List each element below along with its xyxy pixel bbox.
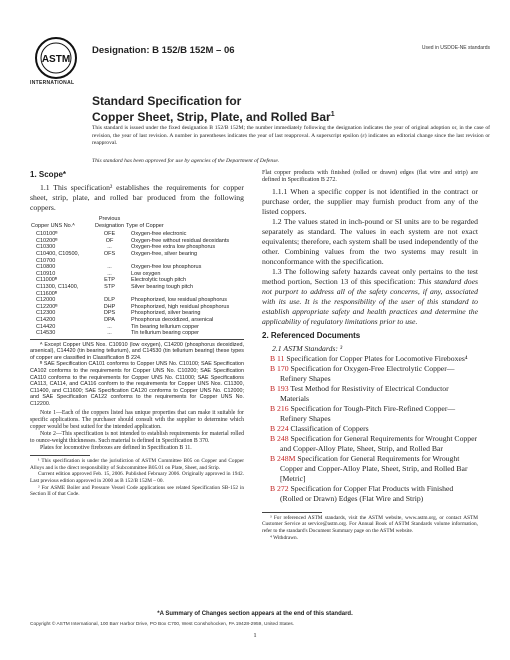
reference-code-link[interactable]: B 193 xyxy=(270,383,289,393)
astm-logo xyxy=(34,36,78,80)
reference-title: Specification for Copper Flat Products with Finished (Rolled or Drawn) Edges (Flat Wire and Strip) xyxy=(280,483,454,503)
reference-code-link[interactable]: B 248M xyxy=(270,453,296,463)
table-row xyxy=(30,317,244,324)
title-line-1: Standard Specification for xyxy=(92,94,242,108)
table-header-uns: Copper UNS No.ᴬ xyxy=(31,222,75,229)
cell-uns: C12200ᴮ xyxy=(36,303,58,310)
note-2: Note 2—This specification is not intended to establish requirements for material rolled to ounce-weight thicknesses. Such material is defined in Specification B 370. xyxy=(30,430,244,444)
scope-paragraph-1-1: 1.1 This specification² establishes the requirements for copper sheet, strip, plate, and rolled bar produced from the following coppers. xyxy=(30,183,244,212)
cell-uns: C10800 xyxy=(36,264,56,271)
footnote-3: ³ For referenced ASTM standards, visit the ASTM website, www.astm.org, or contact ASTM Customer Service at service@astm.org. For Annual Book of ASTM Standards volume information, refer to the standard's Document Summary page on the ASTM website. xyxy=(262,514,478,534)
reference-item xyxy=(270,384,478,404)
table-row xyxy=(30,231,244,238)
scope-heading: 1. Scope* xyxy=(30,170,67,179)
reference-item xyxy=(270,484,478,504)
cell-designation: ... xyxy=(107,323,112,330)
cell-designation: STP xyxy=(104,283,115,290)
cell-uns: C14530 xyxy=(36,330,56,337)
cell-type: Silver bearing tough pitch xyxy=(131,283,194,290)
copyright-line: Copyright © ASTM International, 100 Barr Harbor Drive, PO Box C700, West Conshohocken, PA 19428-2959, United States. xyxy=(30,622,295,627)
cell-type: Phosphorized, low residual phosphorus xyxy=(131,297,228,304)
cell-uns: C14200 xyxy=(36,316,56,323)
dod-approval-note: This standard has been approved for use by agencies of the Department of Defense. xyxy=(92,158,280,164)
footnote-4: ⁴ Withdrawn. xyxy=(270,534,299,541)
cell-designation: ... xyxy=(107,330,112,337)
table-row xyxy=(30,284,244,297)
title-line-2: Copper Sheet, Strip, Plate, and Rolled Bar xyxy=(92,110,331,124)
table-note-a: ᴬ Except Copper UNS Nos. C10910 (low oxygen), C14200 (phosphorus deoxidized, arsenical), C14420 (tin bearing tellurium), and C14530 (tin tellurium bearing) these types of copper are classified in Classification B 224. xyxy=(30,341,244,361)
svg-text:ASTM: ASTM xyxy=(41,54,71,65)
footnotes-right xyxy=(262,515,478,541)
cell-uns: C10200ᴮ xyxy=(36,237,58,244)
designation: Designation: B 152/B 152M – 06 xyxy=(92,45,235,56)
title-footnote-mark: 1 xyxy=(330,111,335,118)
cell-designation: ... xyxy=(107,244,112,251)
table-header-designation: Previous Designation xyxy=(95,216,125,229)
cell-type: Phosphorized, high residual phosphorus xyxy=(131,303,230,310)
paragraph-1-3 xyxy=(262,267,478,327)
reference-item xyxy=(270,424,478,434)
cell-type: Oxygen-free low phosphorus xyxy=(131,264,202,271)
cell-uns: C10100ᴮ xyxy=(36,231,58,238)
table-row xyxy=(30,310,244,317)
reference-code-link[interactable]: B 272 xyxy=(270,483,289,493)
cell-designation: OFS xyxy=(103,250,116,257)
reference-item xyxy=(270,434,478,454)
footnote-1: ¹ This specification is under the jurisdiction of ASTM Committee B05 on Copper and Copper Alloys and is the direct responsibility of Subcommittee B05.01 on Plate, Sheet, and Strip. xyxy=(30,458,244,471)
issuance-note: This standard is issued under the fixed designation B 152/B 152M; the number immediately following the designation indicates the year of original adoption or, in the case of revision, the year of last revision. A number in parentheses indicates the year of last reapproval. A superscript epsilon (ε) indicates an editorial change since the last revision or reapproval. xyxy=(92,125,490,147)
cell-type: Phosphorus deoxidized, arsenical xyxy=(131,316,214,323)
logo-subtext: INTERNATIONAL xyxy=(30,80,75,86)
footnotes-left xyxy=(30,458,244,498)
reference-title: Specification for General Requirements for Wrought Copper and Copper-Alloy Plate, Sheet, Strip, and Rolled Bar [Metric] xyxy=(280,453,468,483)
footnote-rule-right xyxy=(262,512,322,513)
cell-type: Oxygen-free, silver bearing xyxy=(131,250,198,257)
cell-uns: C10300 xyxy=(36,244,56,251)
table-row xyxy=(30,238,244,245)
notes xyxy=(30,410,244,453)
summary-of-changes-note: *A Summary of Changes section appears at the end of this standard. xyxy=(157,611,353,617)
reference-code-link[interactable]: B 248 xyxy=(270,433,289,443)
cell-uns: C10400, C10500, C10700 xyxy=(36,250,80,264)
cell-type: Tin tellurium bearing copper xyxy=(131,330,200,337)
safety-caveat: This standard does not purport to address all of the safety concerns, if any, associated with its use. It is the responsibility of the user of this standard to establish appropriate safety and health practices and determine the applicability of regulatory limitations prior to use. xyxy=(262,276,478,326)
cell-designation: DLP xyxy=(104,297,115,304)
reference-item xyxy=(270,454,478,484)
footnote-1-dates: Current edition approved Feb. 15, 2006. Published February 2006. Originally approved in 1942. Last previous edition approved in 2000 as B 152/B 152M – 00. xyxy=(30,471,244,484)
cell-uns: C14420 xyxy=(36,323,56,330)
table-row xyxy=(30,297,244,304)
cell-type: Tin bearing tellurium copper xyxy=(131,323,200,330)
table-row xyxy=(30,277,244,284)
cell-uns: C11000ᴮ xyxy=(36,277,58,284)
cell-designation: OFE xyxy=(103,231,116,238)
cell-uns: C11300, C11400, C11600ᴮ xyxy=(36,283,79,297)
left-column xyxy=(30,170,244,498)
cell-designation: OF xyxy=(105,237,114,244)
flat-products-paragraph: Flat copper products with finished (rolled or drawn) edges (flat wire and strip) are defined in Specification B 272. xyxy=(262,170,478,184)
table-row xyxy=(30,251,244,264)
reference-item xyxy=(270,364,478,384)
cell-designation: ... xyxy=(107,264,112,271)
cell-designation: ETP xyxy=(104,277,115,284)
reference-title: Specification for General Requirements for Wrought Copper and Copper-Alloy Plate, Sheet, Strip, and Rolled Bar xyxy=(280,433,478,453)
cell-designation: DPS xyxy=(103,310,116,317)
table-row xyxy=(30,304,244,311)
cell-designation: DPA xyxy=(104,316,115,323)
reference-title: Specification for Oxygen-Free Electrolytic Copper—Refinery Shapes xyxy=(280,363,455,383)
table-note-b: ᴮ SAE Specification CA101 conforms to Copper UNS No. C10100; SAE Specification CA102 conforms to the requirements for Copper UNS No. C10200; SAE Specification CA110 conforms to the requirements for Copper UNS No. C11000; SAE Specifications CA113, CA114, and CA116 conform to the requirements for Copper UNS Nos. C11300, C11400, and C11600; SAE Specification CA120 conforms to Copper UNS No. C12000; and SAE Specification CA122 conforms to the requirements for Copper UNS No. C12200. xyxy=(30,361,244,408)
cell-designation: DHP xyxy=(103,303,116,310)
table-row xyxy=(30,330,244,337)
reference-code-link[interactable]: B 224 xyxy=(270,423,289,433)
cell-uns: C10910 xyxy=(36,270,56,277)
cell-uns: C12000 xyxy=(36,297,56,304)
footnote-rule xyxy=(30,455,90,456)
page-title xyxy=(92,94,335,124)
reference-title: Specification for Tough-Pitch Fire-Refined Copper—Refinery Shapes xyxy=(280,403,456,423)
cell-type: Oxygen-free electronic xyxy=(131,231,187,238)
note-1: Note 1—Each of the coppers listed has unique properties that can make it suitable for specific applications. The purchaser should consult with the supplier to determine which copper would be best suited for the intended application. xyxy=(30,409,244,430)
paragraph-1-3-text: 1.3 The following safety hazards caveat only pertains to the test method portion, Section 13 of this specification: xyxy=(262,266,478,286)
cell-designation: ... xyxy=(107,270,112,277)
astm-standards-subheading: 2.1 ASTM Standards: ³ xyxy=(272,343,343,353)
plates-line: Plates for locomotive fireboxes are defined in Specification B 11. xyxy=(40,445,192,452)
copper-table xyxy=(30,215,244,337)
reference-item xyxy=(270,404,478,424)
reference-item xyxy=(270,354,478,364)
table-row xyxy=(30,244,244,251)
used-in-note: Used in USDOE-NE standards xyxy=(421,45,490,51)
paragraph-1-1-1: 1.1.1 When a specific copper is not identified in the contract or purchase order, the supplier may furnish product from any of the listed coppers. xyxy=(262,186,478,216)
reference-code-link[interactable]: B 216 xyxy=(270,403,289,413)
referenced-documents-heading: 2. Referenced Documents xyxy=(262,330,361,340)
cell-type: Phosphorized, silver bearing xyxy=(131,310,201,317)
reference-title: Test Method for Resistivity of Electrical Conductor Materials xyxy=(280,383,449,403)
page-number: 1 xyxy=(253,632,257,639)
cell-type: Low oxygen xyxy=(131,270,161,277)
cell-type: Oxygen-free without residual deoxidants xyxy=(131,237,230,244)
cell-uns: C12300 xyxy=(36,310,56,317)
table-rule xyxy=(30,339,244,340)
table-row xyxy=(30,271,244,278)
cell-type: Oxygen-free extra low phosphorus xyxy=(131,244,216,251)
reference-title: Classification of Coppers xyxy=(290,423,369,433)
table-row xyxy=(30,324,244,331)
cell-type: Electrolytic tough pitch xyxy=(131,277,187,284)
reference-title: Specification for Copper Plates for Locomotive Fireboxes⁴ xyxy=(286,353,468,363)
reference-code-link[interactable]: B 11 xyxy=(270,353,285,363)
paragraph-1-2: 1.2 The values stated in inch-pound or SI units are to be regarded separately as standard. The values in each system are not exact equivalents; therefore, each system shall be used independently of the other. Combining values from the two systems may result in nonconformance with the specification. xyxy=(262,216,478,266)
footnote-2: ² For ASME Boiler and Pressure Vessel Code applications see related Specification SB-152 in Section II of that Code. xyxy=(30,484,244,498)
reference-list xyxy=(270,354,478,504)
table-row xyxy=(30,264,244,271)
right-column xyxy=(262,170,478,541)
table-header-type: Type of Copper xyxy=(126,222,164,229)
reference-code-link[interactable]: B 170 xyxy=(270,363,289,373)
